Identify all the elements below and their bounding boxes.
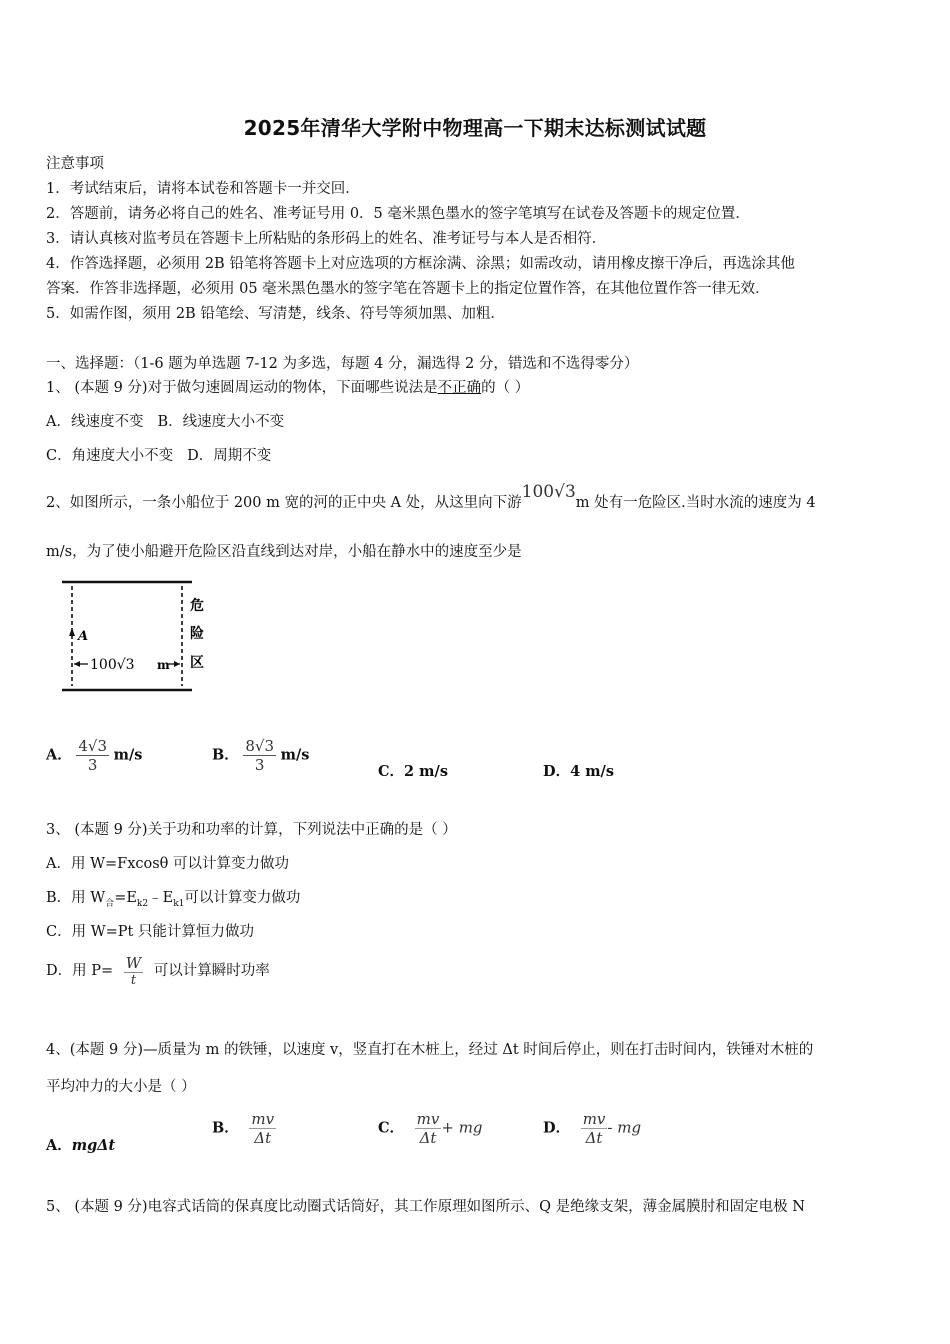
q4-b-fraction bbox=[249, 1110, 276, 1147]
notice-item-4: 4．作答选择题，必须用 2B 铅笔将答题卡上对应选项的方框涂满、涂黑；如需改动，请用橡皮擦干净后，再选涂其他 bbox=[46, 256, 795, 272]
q3-d-fraction bbox=[124, 954, 143, 988]
notice-item-5: 5．如需作图，须用 2B 铅笔绘、写清楚，线条、符号等须加黑、加粗． bbox=[46, 306, 505, 322]
distance-unit: m bbox=[157, 658, 170, 672]
danger-char-2: 险 bbox=[190, 626, 204, 642]
q4-d-fraction bbox=[581, 1110, 608, 1147]
q4-d-den: Δt bbox=[585, 1129, 603, 1147]
q2-option-a-fraction bbox=[76, 737, 109, 774]
boat-up-arrow-icon bbox=[69, 628, 75, 636]
q2-option-a[interactable] bbox=[46, 737, 142, 774]
q1-suffix: 的（ ） bbox=[481, 380, 530, 396]
q2-option-a-unit: m/s bbox=[113, 746, 143, 764]
danger-char-1: 危 bbox=[190, 598, 204, 614]
page-title: 2025年清华大学附中物理高一下期末达标测试试题 bbox=[243, 116, 707, 140]
notice-item-4-cont: 答案．作答非选择题，必须用 05 毫米黑色墨水的签字笔在答题卡上的指定位置作答，在其他位置作答一律无效． bbox=[46, 281, 770, 297]
q1-options-row-1 bbox=[46, 410, 284, 431]
q4-b-den: Δt bbox=[254, 1129, 272, 1147]
q4-a-label: A． bbox=[46, 1137, 72, 1154]
arrow-right-icon bbox=[174, 661, 180, 667]
q4-b-num: mv bbox=[251, 1110, 275, 1128]
q4-d-label: D． bbox=[543, 1119, 571, 1137]
q3-d-num: W bbox=[125, 954, 142, 972]
q4-c-label: C． bbox=[378, 1119, 405, 1137]
q3-b-mid: =E bbox=[114, 890, 137, 906]
q1-option-d[interactable]: D．周期不变 bbox=[187, 448, 272, 464]
q3-option-a[interactable]: A．用 W=Fxcosθ 可以计算变力做功 bbox=[46, 856, 290, 872]
q4-option-a[interactable] bbox=[46, 1134, 115, 1155]
q3-d-pre: D．用 P= bbox=[46, 963, 114, 979]
q3-option-d[interactable] bbox=[46, 954, 270, 988]
notice-item-2: 2．答题前，请务必将自己的姓名、准考证号用 0．5 毫米黑色墨水的签字笔填写在试卷及答题卡的规定位置． bbox=[46, 206, 750, 222]
q4-option-c[interactable] bbox=[378, 1110, 483, 1147]
q2-b-den: 3 bbox=[254, 756, 265, 774]
q4-d-tail: - mg bbox=[607, 1118, 642, 1137]
arrow-left-icon bbox=[74, 661, 80, 667]
q4-b-label: B． bbox=[212, 1119, 239, 1137]
q2-option-b-unit: m/s bbox=[280, 746, 310, 764]
q1-options-row-2 bbox=[46, 444, 271, 465]
q3-option-c[interactable]: C．用 W=Pt 只能计算恒力做功 bbox=[46, 924, 254, 940]
q1-prefix: 1、 (本题 9 分)对于做匀速圆周运动的物体，下面哪些说法是 bbox=[46, 380, 438, 396]
danger-char-3: 区 bbox=[190, 655, 204, 671]
question-5-line-1: 5、 (本题 9 分)电容式话筒的保真度比动圈式话筒好，其工作原理如图所示、Q 是绝缘支架，薄金属膜肘和固定电极 N bbox=[46, 1199, 805, 1215]
q3-b-pre: B．用 W bbox=[46, 890, 106, 906]
notice-item-3: 3．请认真核对监考员在答题卡上所粘贴的条形码上的姓名、准考证号与本人是否相符． bbox=[46, 231, 607, 247]
q4-c-tail: + mg bbox=[441, 1118, 483, 1137]
question-2-line-1 bbox=[46, 482, 816, 512]
q4-c-num: mv bbox=[416, 1110, 440, 1128]
q2-option-c[interactable]: C．2 m/s bbox=[378, 763, 448, 780]
q1-option-b[interactable]: B．线速度大小不变 bbox=[157, 414, 285, 430]
q3-b-sub1: 合 bbox=[105, 898, 115, 909]
q3-d-post: 可以计算瞬时功率 bbox=[153, 963, 270, 979]
q3-b-mid2: ﹣E bbox=[148, 890, 174, 906]
q2-option-b-label: B． bbox=[212, 746, 239, 764]
q3-b-sub3: k1 bbox=[173, 898, 185, 909]
river-diagram bbox=[58, 578, 218, 698]
q2-option-b-fraction bbox=[243, 737, 276, 774]
q4-option-d[interactable] bbox=[543, 1110, 641, 1147]
q3-b-sub2: k2 bbox=[136, 898, 149, 909]
q4-d-num: mv bbox=[582, 1110, 606, 1128]
q2-a-num: 4√3 bbox=[78, 737, 108, 755]
q1-option-c[interactable]: C．角速度大小不变 bbox=[46, 448, 174, 464]
q4-a-value: mgΔt bbox=[71, 1137, 116, 1154]
q4-c-den: Δt bbox=[419, 1129, 437, 1147]
q2-a-den: 3 bbox=[87, 756, 98, 774]
point-a-label: A bbox=[78, 629, 89, 644]
q3-option-b[interactable] bbox=[46, 886, 300, 909]
distance-label: 100√3 bbox=[90, 657, 135, 673]
q2-b-num: 8√3 bbox=[245, 737, 275, 755]
q2-math: 100√3 bbox=[521, 482, 576, 502]
q2-option-d[interactable]: D．4 m/s bbox=[543, 763, 615, 780]
section-heading: 一、选择题：（1-6 题为单选题 7-12 为多选，每题 4 分，漏选得 2 分，错选和不选得零分） bbox=[46, 356, 639, 372]
notice-heading: 注意事项 bbox=[46, 156, 104, 172]
q2-option-a-label: A． bbox=[46, 746, 72, 764]
question-3-stem: 3、 (本题 9 分)关于功和功率的计算，下列说法中正确的是（ ） bbox=[46, 822, 457, 838]
q4-c-fraction bbox=[415, 1110, 442, 1147]
q2-line1b: m 处有一危险区.当时水流的速度为 4 bbox=[575, 495, 816, 511]
q1-underlined: 不正确 bbox=[437, 380, 482, 396]
question-4-line-1: 4、(本题 9 分)—质量为 m 的铁锤，以速度 v，竖直打在木桩上，经过 Δt 时间后停止，则在打击时间内，铁锤对木桩的 bbox=[46, 1042, 814, 1058]
question-4-line-2: 平均冲力的大小是（ ） bbox=[46, 1079, 196, 1095]
question-1-stem bbox=[46, 376, 529, 397]
q3-d-den: t bbox=[130, 973, 137, 988]
q3-b-post: 可以计算变力做功 bbox=[184, 890, 301, 906]
q1-option-a[interactable]: A．线速度不变 bbox=[46, 414, 144, 430]
q2-line1a: 2、如图所示，一条小船位于 200 m 宽的河的正中央 A 处，从这里向下游 bbox=[46, 495, 522, 511]
question-2-line-2: m/s，为了使小船避开危险区沿直线到达对岸，小船在静水中的速度至少是 bbox=[46, 544, 522, 560]
q2-option-b[interactable] bbox=[212, 737, 309, 774]
q4-option-b[interactable] bbox=[212, 1110, 276, 1147]
notice-item-1: 1．考试结束后，请将本试卷和答题卡一并交回． bbox=[46, 181, 360, 197]
